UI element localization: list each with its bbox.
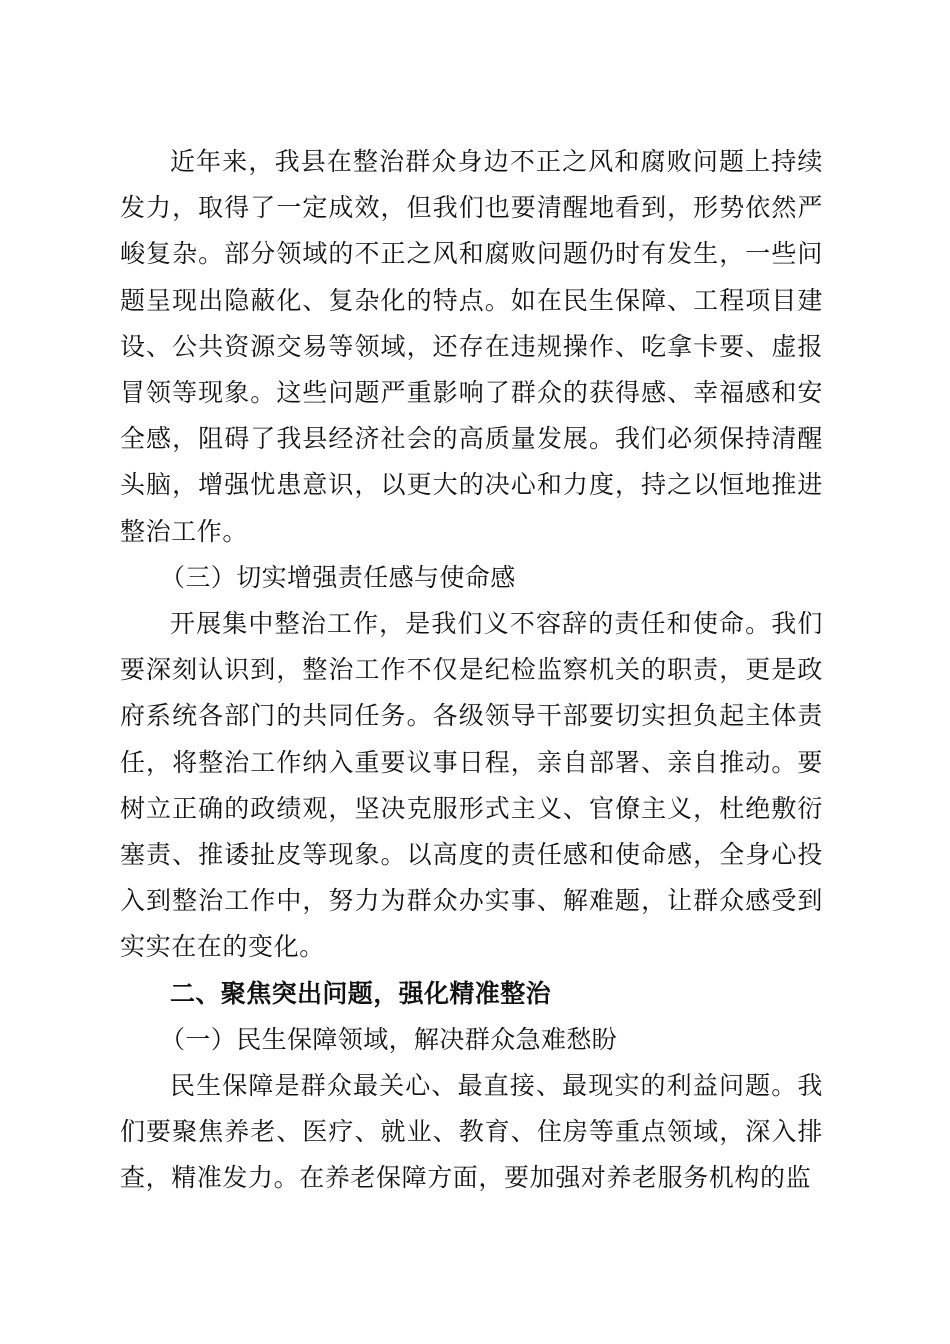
body-paragraph: 开展集中整治工作，是我们义不容辞的责任和使命。我们要深刻认识到，整治工作不仅是纪检监察机关的职责，更是政府系统各部门的共同任务。各级领导干部要切实担负起主体责任，将整治工作纳入重要议事日程，亲自部署、亲自推动。要树立正确的政绩观，坚决克服形式主义、官僚主义，杜绝敷衍塞责、推诿扯皮等现象。以高度的责任感和使命感，全身心投入到整治工作中，努力为群众办实事、解难题，让群众感受到实实在在的变化。 <box>120 609 823 962</box>
section-subheading: （三）切实增强责任感与使命感 <box>160 562 516 592</box>
section-subheading: （一）民生保障领域，解决群众急难愁盼 <box>160 1024 618 1054</box>
body-paragraph: 近年来，我县在整治群众身边不正之风和腐败问题上持续发力，取得了一定成效，但我们也要清醒地看到，形势依然严峻复杂。部分领域的不正之风和腐败问题仍时有发生，一些问题呈现出隐蔽化、复杂化的特点。如在民生保障、工程项目建设、公共资源交易等领域，还存在违规操作、吃拿卡要、虚报冒领等现象。这些问题严重影响了群众的获得感、幸福感和安全感，阻碍了我县经济社会的高质量发展。我们必须保持清醒头脑，增强忧患意识，以更大的决心和力度，持之以恒地推进整治工作。 <box>120 147 823 546</box>
section-heading: 二、聚焦突出问题，强化精准整治 <box>170 978 552 1008</box>
body-paragraph: 民生保障是群众最关心、最直接、最现实的利益问题。我们要聚焦养老、医疗、就业、教育、住房等重点领域，深入排查，精准发力。在养老保障方面，要加强对养老服务机构的监 <box>120 1071 823 1193</box>
document-body <box>120 139 823 1202</box>
